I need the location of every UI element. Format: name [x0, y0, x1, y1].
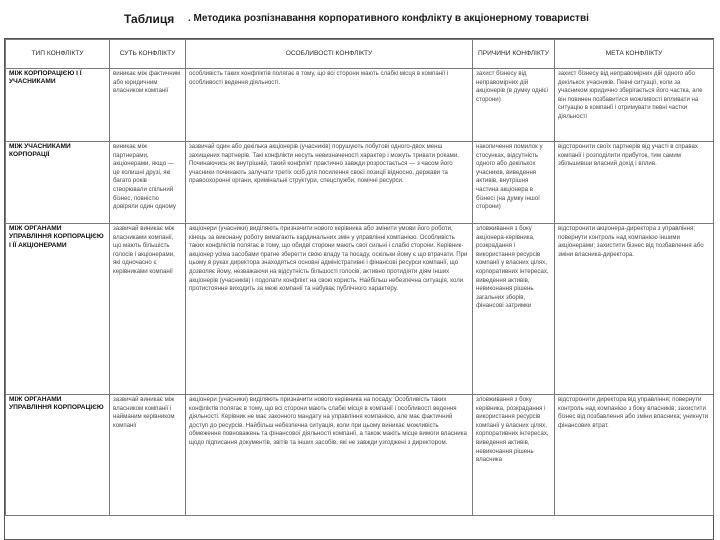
table-row: [6, 142, 714, 224]
cell-goal: відсторонити акціонера-директора з управління; повернути контроль над компанією іншими акціонерами; захистити бізнес від позбавлення або зміни власника-директора.: [555, 224, 714, 395]
cell-essence: зазвичай виникає між власником компанії і найманим керівником компанії: [110, 395, 186, 516]
cell-type: МІЖ КОРПОРАЦІЄЮ І Ї УЧАСНИКАМИ: [6, 69, 110, 142]
cell-essence: виникає між партнерами, акціонерами, якщо — це колишні друзі, які багато років створювали спільний бізнес, повністю довіряли один одному: [110, 142, 186, 224]
header-essence: СУТЬ КОНФЛІКТУ: [110, 40, 186, 69]
header-goal: МЕТА КОНФЛІКТУ: [555, 40, 714, 69]
cell-goal: захист бізнесу від неправомірних дій одного або декількох учасників. Певні ситуації, коли за учасником юридично зберігається його частка, але він повинен позбавитися можливості впливати на ситуацію в компанії і отримувати певні частки діяльності: [555, 69, 714, 142]
cell-causes: зловживання з боку акціонера-керівника, розкрадання і використання ресурсів компанії у власних цілях, корпоративних інтересах, виведення активів, невиконання рішень загальних зборів, фінансові затримки: [473, 224, 555, 395]
cell-causes: накопичення помилок у стосунках, відсутність одного або декількох учасників, виведення активів, внутрішня частина акціонера в бізнесі (на думку іншої сторони): [473, 142, 555, 224]
cell-features: акціонери (учасники) виділяють призначити нового керівника або змінити умови його роботи, кінець за виконану роботу вимагають кардинальних змін у управлінні компанією. Особливість таких конфліктів полягає в тому, що обидві сторони мають свої сильні і слабкі сторони. Керівник-акціонер усіма засобами прагне зберегти свою владу та посаду, оскільки йому є що втрачати. При цьому в руках директора знаходяться основні адміністративні і фінансові ресурси компанії, що дозволяє йому, незважаючи на відсутність більшості голосів, активно протидіяти діям інших акціонерів (учасників) і подолати конфлікт на свою користь. Найбільш небезпечна ситуація, коли протистояння виходить за межі компанії та набуває публічного характеру.: [186, 224, 473, 395]
cell-causes: захист бізнесу від неправомірних дій акціонерів (в думку однієї сторони): [473, 69, 555, 142]
table-title-text: . Методика розпізнавання корпоративного конфлікту в акціонерному товаристві: [188, 13, 589, 24]
cell-essence: зазвичай виникає між власниками компанії, що мають більшість голосів і акціонерами, які одночасно є керівниками компанії: [110, 224, 186, 395]
cell-type: МІЖ ОРГАНАМИ УПРАВЛІННЯ КОРПОРАЦІЄЮ І ЇЇ АКЦІОНЕРАМИ: [6, 224, 110, 395]
table-title: [0, 12, 720, 34]
table-title-label: Таблиця: [124, 12, 175, 26]
cell-features: особливість таких конфліктів полягає в тому, що всі сторони мають слабкі місця в компанії і особливості ведення діяльності.: [186, 69, 473, 142]
header-causes: ПРИЧИНИ КОНФЛІКТУ: [473, 40, 555, 69]
cell-essence: виникає між фактичним або юридичним власником компанії: [110, 69, 186, 142]
cell-goal: відсторонити своїх партнерів від участі в справах компанії і розподілити прибуток, тим самим збільшивши власний дохід і вплив.: [555, 142, 714, 224]
conflict-table-frame: [4, 38, 714, 540]
conflict-table: [5, 39, 714, 516]
table-header-row: [6, 40, 714, 69]
cell-features: акціонери (учасники) виділяють призначити нового керівника на посаду. Особливість таких конфліктів полягає в тому, що всі сторони мають слабкі місця в компанії і особливості ведення діяльності. Керівник не має законного мандату на управління компанією, але має фактичний доступ до ресурсів. Найбільш небезпечна ситуація, коли при цьому виникає можливість обмеження повноважень та фінансової діяльності компанії, а також мають місце вимоги власника щодо підписання документів, звітів та інших засобів, які не завжди узгоджені з директором.: [186, 395, 473, 516]
header-features: ОСОБЛИВОСТІ КОНФЛІКТУ: [186, 40, 473, 69]
cell-type: МІЖ ОРГАНАМИ УПРАВЛІННЯ КОРПОРАЦІЄЮ: [6, 395, 110, 516]
header-type: ТИП КОНФЛІКТУ: [6, 40, 110, 69]
cell-features: зазвичай один або декілька акціонерів (учасників) порушують побутові одного-двох менш захищених партнерів. Такі конфлікти несуть невизначеності характер і можуть тривати роками. Починаючись як внутрішній, такий конфлікт практично завжди розростається — з часом його учасники починають залучати третіх осіб для посилення своєї позиції відносно, держави та правоохоронні органи, кримінальні структури, спецслужби, помічні ресурси.: [186, 142, 473, 224]
table-row: [6, 224, 714, 395]
table-row: [6, 395, 714, 516]
cell-goal: відсторонити директора від управління; повернути контроль над компанією з боку власників; захистити бізнес від позбавлення або зміни власника; уникнути фінансових втрат.: [555, 395, 714, 516]
cell-causes: зловживання з боку керівника, розкрадання і використання ресурсів компанії у власних цілях, корпоративних інтересах, виведення активів, невиконання рішень власника: [473, 395, 555, 516]
table-row: [6, 69, 714, 142]
cell-type: МІЖ УЧАСНИКАМИ КОРПОРАЦІЇ: [6, 142, 110, 224]
